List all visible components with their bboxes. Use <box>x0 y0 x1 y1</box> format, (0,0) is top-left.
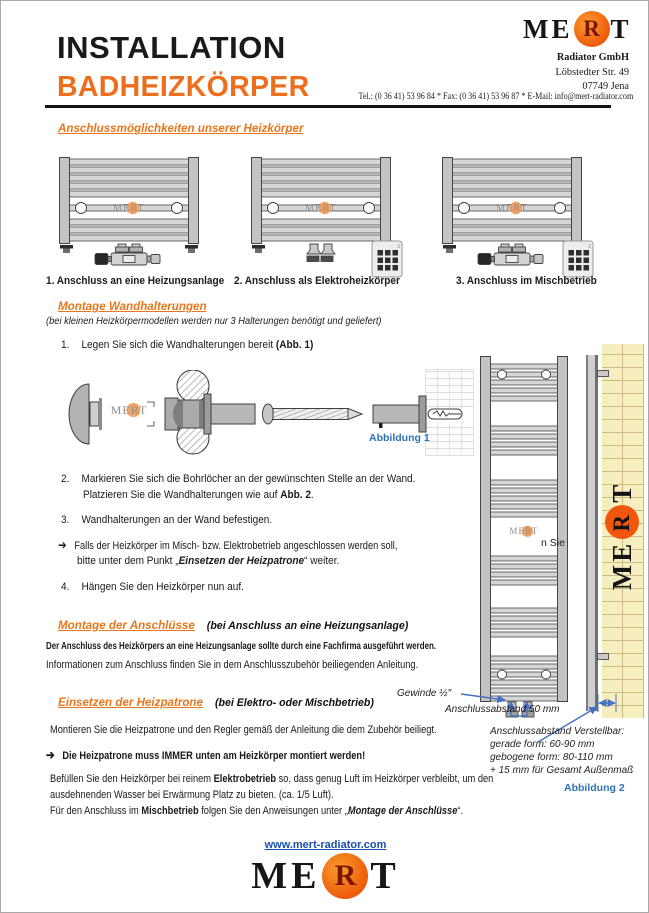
end-cap-dome <box>69 384 89 444</box>
cartridge-p3: Für den Anschluss im Mischbetrieb folgen Sie den Anweisungen unter „Montage der Anschlüsse“. <box>50 805 464 817</box>
diagram-caption-2: 2. Anschluss als Elektroheizkörper <box>234 275 400 287</box>
valve-icon <box>95 244 160 265</box>
connections-bold-line: Der Anschluss des Heizkörpers an eine Heizungsanlage sollte durch eine Fachfirma ausgeführt werden. <box>46 641 436 652</box>
arrow-bullet-icon: ➔ <box>46 748 55 762</box>
step-4: 4. Hängen Sie den Heizkörper nun auf. <box>61 581 244 593</box>
page-subtitle: BADHEIZKÖRPER <box>57 71 310 103</box>
contact-line: Tel.: (0 36 41) 53 96 84 * Fax: (0 36 41) 53 96 87 * E-Mail: info@mert-radiator.com <box>358 91 633 101</box>
connection-stubs-icon <box>307 244 335 262</box>
spacing-annotation: Anschlussabstand 50 mm <box>445 704 560 715</box>
mert-mini-logo: MERT <box>509 526 539 536</box>
electric-control-box-icon <box>372 241 402 277</box>
cartridge-warning: ➔ Die Heizpatrone muss IMMER unten am Heizkörper montiert werden! <box>46 748 366 762</box>
cartridge-p2-line-1: Befüllen Sie den Heizkörper bei reinem Elektrobetrieb so, dass genug Luft im Heizkörper verbleibt, um den <box>50 773 494 785</box>
mert-mini-logo: MERT <box>305 203 337 214</box>
section-subheading: (bei Anschluss an eine Heizungsanlage) <box>206 620 409 632</box>
mert-vertical-logo: ME R T <box>600 456 644 616</box>
radiator-diagram-heating-system <box>59 157 217 286</box>
section-heading-wall-mounts: Montage Wandhalterungen <box>58 300 207 313</box>
valve-icon <box>478 244 543 265</box>
website-link[interactable]: www.mert-radiator.com <box>264 839 387 851</box>
mert-footer-logo: ME R T <box>251 855 400 897</box>
wall-bracket-bottom <box>597 653 609 660</box>
svg-text:3: 3 <box>397 244 400 250</box>
section-heading-connections: Anschlussmöglichkeiten unserer Heizkörper <box>58 122 304 135</box>
diagram-caption-1: 1. Anschluss an eine Heizungsanlage <box>46 275 225 287</box>
note-arrow-line-2: bitte unter dem Punkt „Einsetzen der Heizpatrone“ weiter. <box>77 555 340 567</box>
mert-vertical-circle-icon: R <box>605 505 639 539</box>
figure-2-label: Abbildung 2 <box>564 782 625 794</box>
connections-line-2: Informationen zum Anschluss finden Sie in dem Anschlusszubehör beiliegenden Anleitung. <box>46 659 419 671</box>
cartridge-p1: Montieren Sie die Heizpatrone und den Regler gemäß der Anleitung die dem Zubehör beiliegt. <box>50 724 437 736</box>
step-3: 3. Wandhalterungen an der Wand befestigen. <box>61 514 273 526</box>
step-1: 1. Legen Sie sich die Wandhalterungen bereit (Abb. 1) <box>61 339 314 351</box>
cartridge-p2-line-2: ausdehnenden Wasser bei Erwärmung Platz zu bieten. (ca. 1/5 Luft). <box>50 789 334 801</box>
mert-logo-circle-icon: R <box>574 11 610 47</box>
header-divider <box>45 105 611 108</box>
wall-bracket-top <box>597 370 609 377</box>
section-heading-cartridge: Einsetzen der Heizpatrone (bei Elektro- oder Mischbetrieb) <box>58 696 374 709</box>
electric-control-box-icon <box>563 241 593 277</box>
mert-logo <box>523 11 632 47</box>
radiator-diagram-mixed <box>442 157 600 286</box>
svg-text:3: 3 <box>588 244 591 250</box>
arrow-bullet-icon: ➔ <box>58 538 67 552</box>
wall-mounts-note: (bei kleinen Heizkörpermodellen werden nur 3 Halterungen benötigt und geliefert) <box>46 316 382 327</box>
page-title: INSTALLATION <box>57 30 286 65</box>
step-2-line-1: 2. Markieren Sie sich die Bohrlöcher an der gewünschten Stelle an der Wand. <box>61 473 416 485</box>
logo-letters-me: ME <box>523 13 573 44</box>
mert-footer-circle-icon: R <box>322 853 368 899</box>
note-arrow-line-1: ➔ Falls der Heizkörper im Misch- bzw. Elektrobetrieb angeschlossen werden soll, <box>58 538 398 552</box>
logo-letter-t: T <box>610 13 632 44</box>
diagram-caption-3: 3. Anschluss im Mischbetrieb <box>456 275 597 287</box>
mert-mini-logo: MERT <box>113 203 145 214</box>
section-subheading: (bei Elektro- oder Mischbetrieb) <box>214 697 374 709</box>
mert-mini-logo: MERT <box>110 403 148 417</box>
step-2-line-2: Platzieren Sie die Wandhalterungen wie auf Abb. 2. <box>83 489 314 501</box>
text-fragment: n Sie <box>541 537 565 549</box>
company-name: Radiator GmbH <box>556 52 629 63</box>
figure-1-label: Abbildung 1 <box>369 432 430 444</box>
company-address <box>451 51 629 95</box>
adjustable-annotation: Anschlussabstand Verstellbar: gerade form: 60-90 mm gebogene form: 80-110 mm + 15 mm für Gesamt Außenmaß <box>490 726 634 776</box>
wall-bracket-assembly <box>63 370 463 462</box>
section-heading-connections-mounting: Montage der Anschlüsse (bei Anschluss an eine Heizungsanlage) <box>58 619 409 632</box>
company-city: 07749 Jena <box>582 81 629 92</box>
screw-head <box>263 404 274 424</box>
radiator-diagram-electric <box>251 157 409 286</box>
mert-mini-logo: MERT <box>496 203 528 214</box>
screw-thread <box>273 409 348 420</box>
company-street: Löbstedter Str. 49 <box>555 66 629 78</box>
thread-annotation: Gewinde ½″ <box>397 688 452 699</box>
